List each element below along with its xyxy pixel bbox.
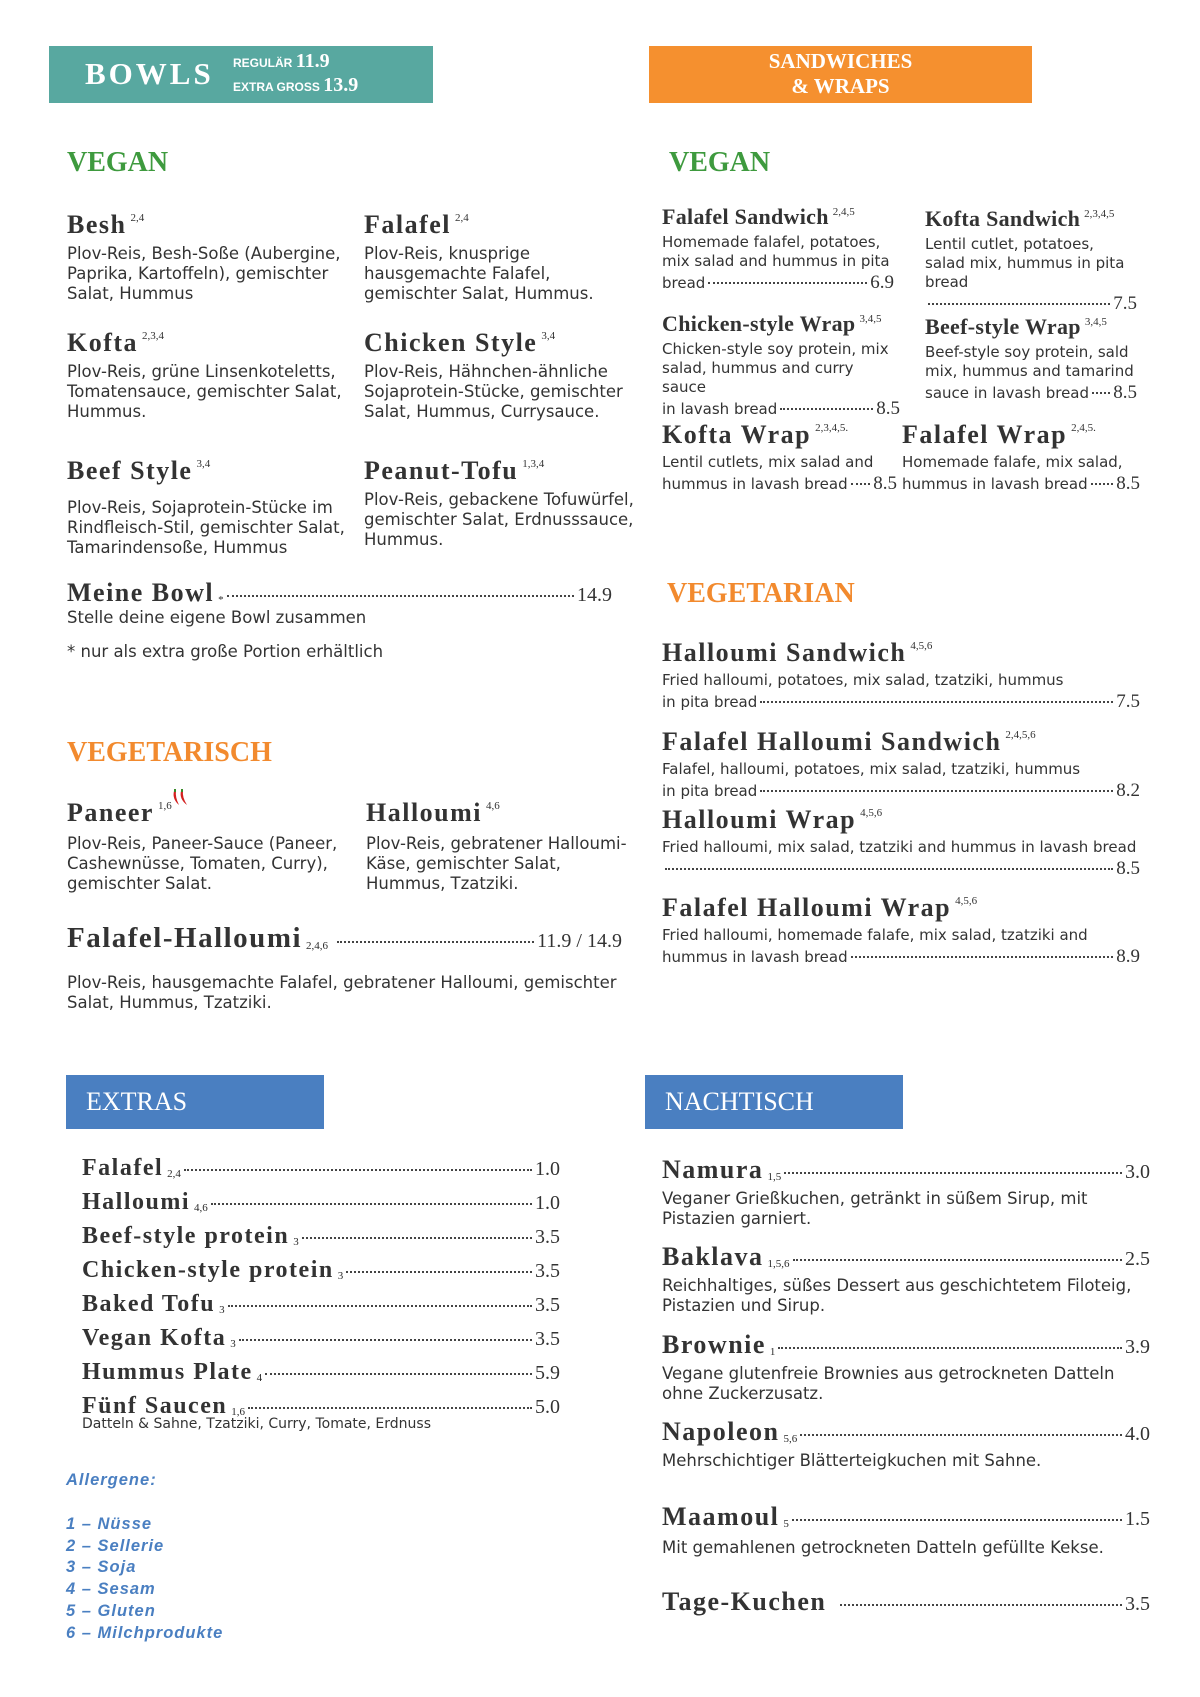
dot-leader	[851, 956, 1114, 958]
dot-leader	[1091, 483, 1114, 485]
allergen-codes: 1,5	[767, 1171, 782, 1183]
allergen-item: 6 – Milchprodukte	[66, 1623, 224, 1642]
item-title	[364, 328, 634, 358]
item-name: Halloumi Sandwich	[662, 638, 907, 667]
extras-row	[82, 1155, 560, 1182]
dot-leader	[793, 1259, 1122, 1261]
dot-leader	[239, 1339, 532, 1341]
dot-leader	[784, 1172, 1122, 1174]
dot-leader	[928, 303, 1110, 305]
item-name: Chicken-style protein	[82, 1257, 334, 1283]
price-row	[925, 383, 1137, 403]
dot-leader	[800, 1434, 1122, 1436]
dot-leader	[665, 868, 1113, 870]
bowls-title: BOWLS	[85, 56, 214, 91]
item-name: Falafel Sandwich	[662, 204, 829, 229]
sandwiches-title-line1: SANDWICHES	[768, 49, 913, 73]
menu-item	[67, 328, 352, 422]
dot-leader	[184, 1169, 532, 1171]
item-name: Chicken Style	[364, 328, 538, 357]
item-description-end: hummus in lavash bread	[662, 948, 848, 966]
item-description: Datteln & Sahne, Tzatziki, Curry, Tomate, Erdnuss	[82, 1416, 431, 1432]
falafel-halloumi	[67, 922, 622, 1013]
dot-leader	[228, 1305, 532, 1307]
item-name: Baked Tofu	[82, 1291, 216, 1317]
extra-price	[233, 74, 358, 97]
mark: *	[218, 594, 224, 606]
item-name: Peanut-Tofu	[364, 456, 519, 485]
sandwich-item	[662, 311, 900, 419]
item-name: Fünf Saucen	[82, 1393, 228, 1419]
item-name: Kofta	[67, 328, 139, 357]
sandwich-item	[662, 805, 1140, 878]
allergen-codes: 1	[769, 1346, 776, 1358]
item-description: Homemade falafe, mix salad,	[902, 453, 1123, 471]
regular-price-value: 11.9	[295, 50, 330, 72]
menu-item	[364, 210, 634, 304]
dessert-item	[662, 1330, 1150, 1404]
extras-item	[82, 1291, 560, 1318]
item-name: Napoleon	[662, 1417, 780, 1446]
allergen-codes: 2,3,4,5	[1084, 208, 1115, 220]
extras-row	[82, 1325, 560, 1352]
item-price: 8.5	[876, 398, 900, 419]
menu-item	[364, 456, 634, 550]
dessert-item	[662, 1155, 1150, 1229]
allergen-codes: 2,4,5	[832, 206, 855, 218]
item-name: Hummus Plate	[82, 1359, 253, 1385]
item-price: 3.5	[535, 1328, 560, 1350]
item-description: Stelle deine eigene Bowl zusammen	[67, 608, 367, 627]
extras-row	[82, 1257, 560, 1284]
item-name: Falafel	[82, 1155, 164, 1181]
allergen-codes: 2,3,4,5.	[815, 422, 849, 434]
price-row	[662, 859, 1140, 878]
item-name: Namura	[662, 1155, 764, 1184]
allergen-codes: 4,5,6	[955, 895, 978, 907]
allergen-codes: 4,6	[194, 1202, 208, 1214]
extras-item	[82, 1393, 560, 1432]
extras-row	[82, 1359, 560, 1386]
item-description-end: hummus in lavash bread	[662, 475, 848, 493]
item-name: Baklava	[662, 1242, 764, 1271]
section-heading: VEGETARIAN	[667, 578, 855, 609]
item-description: Reichhaltiges, süßes Dessert aus geschichtetem Filoteig, Pistazien und Sirup.	[662, 1276, 1132, 1315]
dot-leader	[760, 790, 1113, 792]
extras-item	[82, 1359, 560, 1386]
sandwich-item	[925, 314, 1137, 403]
sandwich-item	[662, 420, 897, 494]
item-name: Kofta Sandwich	[925, 206, 1081, 231]
dot-leader	[792, 1519, 1122, 1521]
item-description: Lentil cutlets, mix salad and	[662, 453, 874, 471]
dessert-row	[662, 1330, 1150, 1360]
falafel-halloumi-row	[67, 922, 622, 955]
menu-item	[67, 210, 352, 304]
item-title	[364, 210, 634, 240]
item-description: Chicken-style soy protein, mix salad, hummus and curry sauce	[662, 340, 889, 396]
item-title	[662, 420, 897, 450]
item-description-end: in lavash bread	[662, 400, 778, 418]
item-price: 4.0	[1125, 1423, 1150, 1445]
item-price: 2.5	[1125, 1248, 1150, 1270]
item-name: Maamoul	[662, 1502, 780, 1531]
allergen-codes: 3	[337, 1270, 344, 1282]
section-heading: VEGAN	[669, 147, 771, 178]
item-price: 3.0	[1125, 1161, 1150, 1183]
dot-leader	[760, 701, 1113, 703]
allergen-codes: 1,3,4	[522, 458, 545, 470]
allergen-codes: 4,5,6	[910, 640, 933, 652]
dot-leader	[1092, 392, 1110, 394]
dessert-row	[662, 1155, 1150, 1185]
item-name: Halloumi	[366, 798, 483, 827]
bowls-header	[49, 46, 433, 103]
item-price: 8.5	[1116, 858, 1140, 879]
item-description-end: sauce in lavash bread	[925, 384, 1090, 402]
item-price: 1.5	[1125, 1508, 1150, 1530]
allergen-codes: 1,6	[231, 1406, 245, 1418]
item-description: Fried halloumi, mix salad, tzatziki and hummus in lavash bread	[662, 838, 1137, 856]
meine-bowl	[67, 578, 612, 662]
extras-item	[82, 1223, 560, 1250]
allergen-codes: 1,6	[157, 800, 172, 812]
item-title	[902, 420, 1140, 450]
dessert-item	[662, 1242, 1150, 1316]
item-description: Plov-Reis, Besh-Soße (Aubergine, Paprika, Kartoffeln), gemischter Salat, Hummus	[67, 244, 341, 303]
dessert-row	[662, 1242, 1150, 1272]
extra-price-value: 13.9	[323, 74, 359, 96]
section-heading: VEGETARISCH	[67, 737, 272, 768]
dot-leader	[840, 1604, 1122, 1606]
dot-leader	[780, 408, 873, 410]
item-description: Plov-Reis, Sojaprotein-Stücke im Rindfleisch-Stil, gemischter Salat, Tamarindensoße, Hummus	[67, 498, 345, 557]
meine-bowl-row	[67, 578, 612, 608]
item-price: 7.5	[1116, 691, 1140, 712]
item-price: 3.5	[535, 1294, 560, 1316]
dot-leader	[346, 1271, 532, 1273]
extras-item	[82, 1257, 560, 1284]
item-description: Mit gemahlenen getrockneten Datteln gefüllte Kekse.	[662, 1538, 1104, 1557]
item-description: Plov-Reis, gebackene Tofuwürfel, gemischter Salat, Erdnusssauce, Hummus.	[364, 490, 634, 549]
allergen-codes: 3	[219, 1304, 225, 1316]
sandwiches-title-line2: & WRAPS	[791, 74, 890, 98]
allergen-codes: 4	[256, 1372, 263, 1384]
dot-leader	[211, 1203, 532, 1205]
dessert-item	[662, 1502, 1150, 1558]
item-title	[662, 204, 894, 230]
allergen-item: 4 – Sesam	[66, 1580, 156, 1599]
item-name: Halloumi Wrap	[662, 805, 857, 834]
menu-item	[366, 798, 636, 894]
dot-leader	[302, 1237, 532, 1239]
allergens-heading: Allergene:	[66, 1471, 157, 1489]
allergen-item: 5 – Gluten	[66, 1601, 156, 1620]
allergen-codes: 2,4	[167, 1168, 181, 1180]
item-description: Plov-Reis, grüne Linsenkoteletts, Tomatensauce, gemischter Salat, Hummus.	[67, 362, 342, 421]
item-name: Beef Style	[67, 456, 193, 485]
item-title	[67, 328, 352, 358]
allergen-codes: 2,4,5.	[1071, 422, 1096, 434]
price-row	[925, 294, 1137, 313]
item-price: 3.9	[1125, 1336, 1150, 1358]
sandwich-item	[662, 204, 894, 293]
allergen-codes: 2,3,4	[142, 330, 165, 342]
item-description: Lentil cutlet, potatoes, salad mix, hummus in pita bread	[925, 235, 1125, 291]
item-name: Falafel Halloumi Sandwich	[662, 727, 1002, 756]
allergen-codes: 4,6	[486, 800, 500, 812]
price-row	[662, 947, 1140, 967]
dessert-row	[662, 1417, 1150, 1447]
item-title	[67, 210, 352, 240]
dessert-row	[662, 1587, 1150, 1617]
item-price: 6.9	[870, 272, 894, 293]
allergen-codes: 3,4	[541, 330, 556, 342]
allergen-codes: 2,4,5,6	[1005, 729, 1036, 741]
item-price: 7.5	[1113, 293, 1137, 314]
allergen-codes: 5	[783, 1518, 789, 1530]
item-name: Beef-style Wrap	[925, 314, 1081, 339]
regular-label: REGULÄR	[233, 56, 293, 70]
dot-leader	[778, 1347, 1122, 1349]
item-name: Halloumi	[82, 1189, 191, 1215]
sandwich-item	[662, 893, 1140, 967]
footnote: * nur als extra große Portion erhältlich	[67, 642, 384, 661]
item-description-end: hummus in lavash bread	[902, 475, 1088, 493]
item-name: Falafel	[364, 210, 452, 239]
dessert-item	[662, 1587, 1150, 1617]
item-description: Plov-Reis, Hähnchen-ähnliche Sojaprotein-Stücke, gemischter Salat, Hummus, Currysauce.	[364, 362, 623, 421]
item-price: 5.9	[535, 1362, 560, 1384]
item-description: Mehrschichtiger Blätterteigkuchen mit Sahne.	[662, 1451, 1042, 1470]
regular-price	[233, 50, 330, 73]
sandwich-item	[662, 638, 1140, 712]
sandwich-item	[902, 420, 1140, 494]
menu-item	[67, 456, 352, 558]
sandwich-item	[925, 206, 1137, 313]
dot-leader	[851, 483, 871, 485]
extras-row	[82, 1223, 560, 1250]
allergen-codes: 3	[293, 1236, 299, 1248]
item-name: Chicken-style Wrap	[662, 311, 856, 336]
item-price: 8.2	[1116, 780, 1140, 801]
menu-item	[364, 328, 634, 422]
item-description: Falafel, halloumi, potatoes, mix salad, tzatziki, hummus	[662, 760, 1081, 778]
price-row	[902, 474, 1140, 494]
allergen-item: 3 – Soja	[66, 1558, 137, 1577]
allergen-codes: 3	[230, 1338, 236, 1350]
price-row	[662, 399, 900, 419]
allergen-codes: 5,6	[783, 1433, 798, 1445]
extras-item	[82, 1325, 560, 1352]
item-title	[366, 798, 636, 828]
item-price: 8.5	[873, 473, 897, 494]
item-price: 5.0	[535, 1396, 560, 1418]
extras-header: EXTRAS	[66, 1075, 324, 1129]
allergen-codes: 2,4,6	[306, 940, 329, 952]
item-name: Vegan Kofta	[82, 1325, 227, 1351]
sandwiches-header	[649, 46, 1032, 103]
item-price: 3.5	[1125, 1593, 1150, 1615]
item-name: Paneer	[67, 798, 154, 827]
dot-leader	[265, 1373, 532, 1375]
item-name: Falafel Wrap	[902, 420, 1068, 449]
item-price: 3.5	[535, 1226, 560, 1248]
item-title	[925, 206, 1137, 232]
item-title	[662, 727, 1140, 757]
item-name: Besh	[67, 210, 127, 239]
nachtisch-header: NACHTISCH	[645, 1075, 903, 1129]
allergen-codes: 2,4	[455, 212, 469, 224]
allergen-codes: 3,4,5	[859, 313, 882, 325]
item-description: Plov-Reis, Paneer-Sauce (Paneer, Cashewnüsse, Tomaten, Curry), gemischter Salat.	[67, 834, 338, 893]
item-description: Homemade falafel, potatoes, mix salad and hummus in pita	[662, 233, 890, 270]
item-name: Kofta Wrap	[662, 420, 812, 449]
item-title	[662, 311, 900, 337]
dessert-row	[662, 1502, 1150, 1532]
extras-row	[82, 1189, 560, 1216]
item-title	[662, 893, 1140, 923]
item-price: 8.5	[1113, 382, 1137, 403]
item-description-end: bread	[662, 274, 706, 292]
item-title	[67, 798, 352, 828]
dot-leader	[227, 595, 574, 597]
allergen-item: 2 – Sellerie	[66, 1536, 165, 1555]
allergen-codes: 1,5,6	[767, 1258, 790, 1270]
item-description: Beef-style soy protein, sald mix, hummus and tamarind	[925, 343, 1134, 380]
allergen-codes: 3,4	[196, 458, 211, 470]
item-description: Fried halloumi, potatoes, mix salad, tzatziki, hummus	[662, 671, 1064, 689]
item-price: 8.9	[1116, 946, 1140, 967]
item-price: 11.9 / 14.9	[537, 930, 622, 952]
chili-pepper-icon	[170, 788, 192, 817]
item-description: Plov-Reis, gebratener Halloumi-Käse, gemischter Salat, Hummus, Tzatziki.	[366, 834, 627, 893]
sandwich-item	[662, 727, 1140, 801]
item-title	[662, 805, 1140, 835]
item-title	[662, 638, 1140, 668]
item-name: Brownie	[662, 1330, 766, 1359]
section-heading: VEGAN	[67, 147, 169, 178]
price-row	[662, 781, 1140, 801]
dessert-item	[662, 1417, 1150, 1471]
item-description: Fried halloumi, homemade falafe, mix salad, tzatziki and	[662, 926, 1088, 944]
item-description: Plov-Reis, knusprige hausgemachte Falafel, gemischter Salat, Hummus.	[364, 244, 594, 303]
allergen-codes: 4,5,6	[860, 807, 883, 819]
item-description: Veganer Grießkuchen, getränkt in süßem Sirup, mit Pistazien garniert.	[662, 1189, 1088, 1228]
item-name: Meine Bowl	[67, 578, 215, 607]
price-row	[662, 273, 894, 293]
item-price: 3.5	[535, 1260, 560, 1282]
allergen-codes: 3,4,5	[1084, 316, 1107, 328]
item-name: Tage-Kuchen	[662, 1587, 827, 1616]
item-description-end: in pita bread	[662, 693, 758, 711]
price-row	[662, 474, 897, 494]
item-name: Falafel-Halloumi	[67, 922, 303, 954]
price-row	[662, 692, 1140, 712]
item-title	[67, 456, 352, 486]
item-description-end: in pita bread	[662, 782, 758, 800]
extras-item	[82, 1189, 560, 1216]
allergen-item: 1 – Nüsse	[66, 1515, 153, 1533]
extras-item	[82, 1155, 560, 1182]
menu-item	[67, 798, 352, 894]
item-title	[925, 314, 1137, 340]
item-description: Vegane glutenfreie Brownies aus getrockneten Datteln ohne Zuckerzusatz.	[662, 1364, 1115, 1403]
item-name: Beef-style protein	[82, 1223, 290, 1249]
extra-label: EXTRA GROSS	[233, 80, 320, 94]
dot-leader	[337, 941, 534, 943]
item-title	[364, 456, 634, 486]
item-price: 8.5	[1116, 473, 1140, 494]
item-name: Falafel Halloumi Wrap	[662, 893, 952, 922]
extras-row	[82, 1291, 560, 1318]
dot-leader	[708, 282, 867, 284]
item-price: 1.0	[535, 1192, 560, 1214]
item-price: 14.9	[577, 584, 612, 606]
allergen-codes: 2,4	[130, 212, 145, 224]
item-description: Plov-Reis, hausgemachte Falafel, gebratener Halloumi, gemischter Salat, Hummus, Tzatziki.	[67, 973, 617, 1012]
item-price: 1.0	[535, 1158, 560, 1180]
dot-leader	[248, 1407, 532, 1409]
